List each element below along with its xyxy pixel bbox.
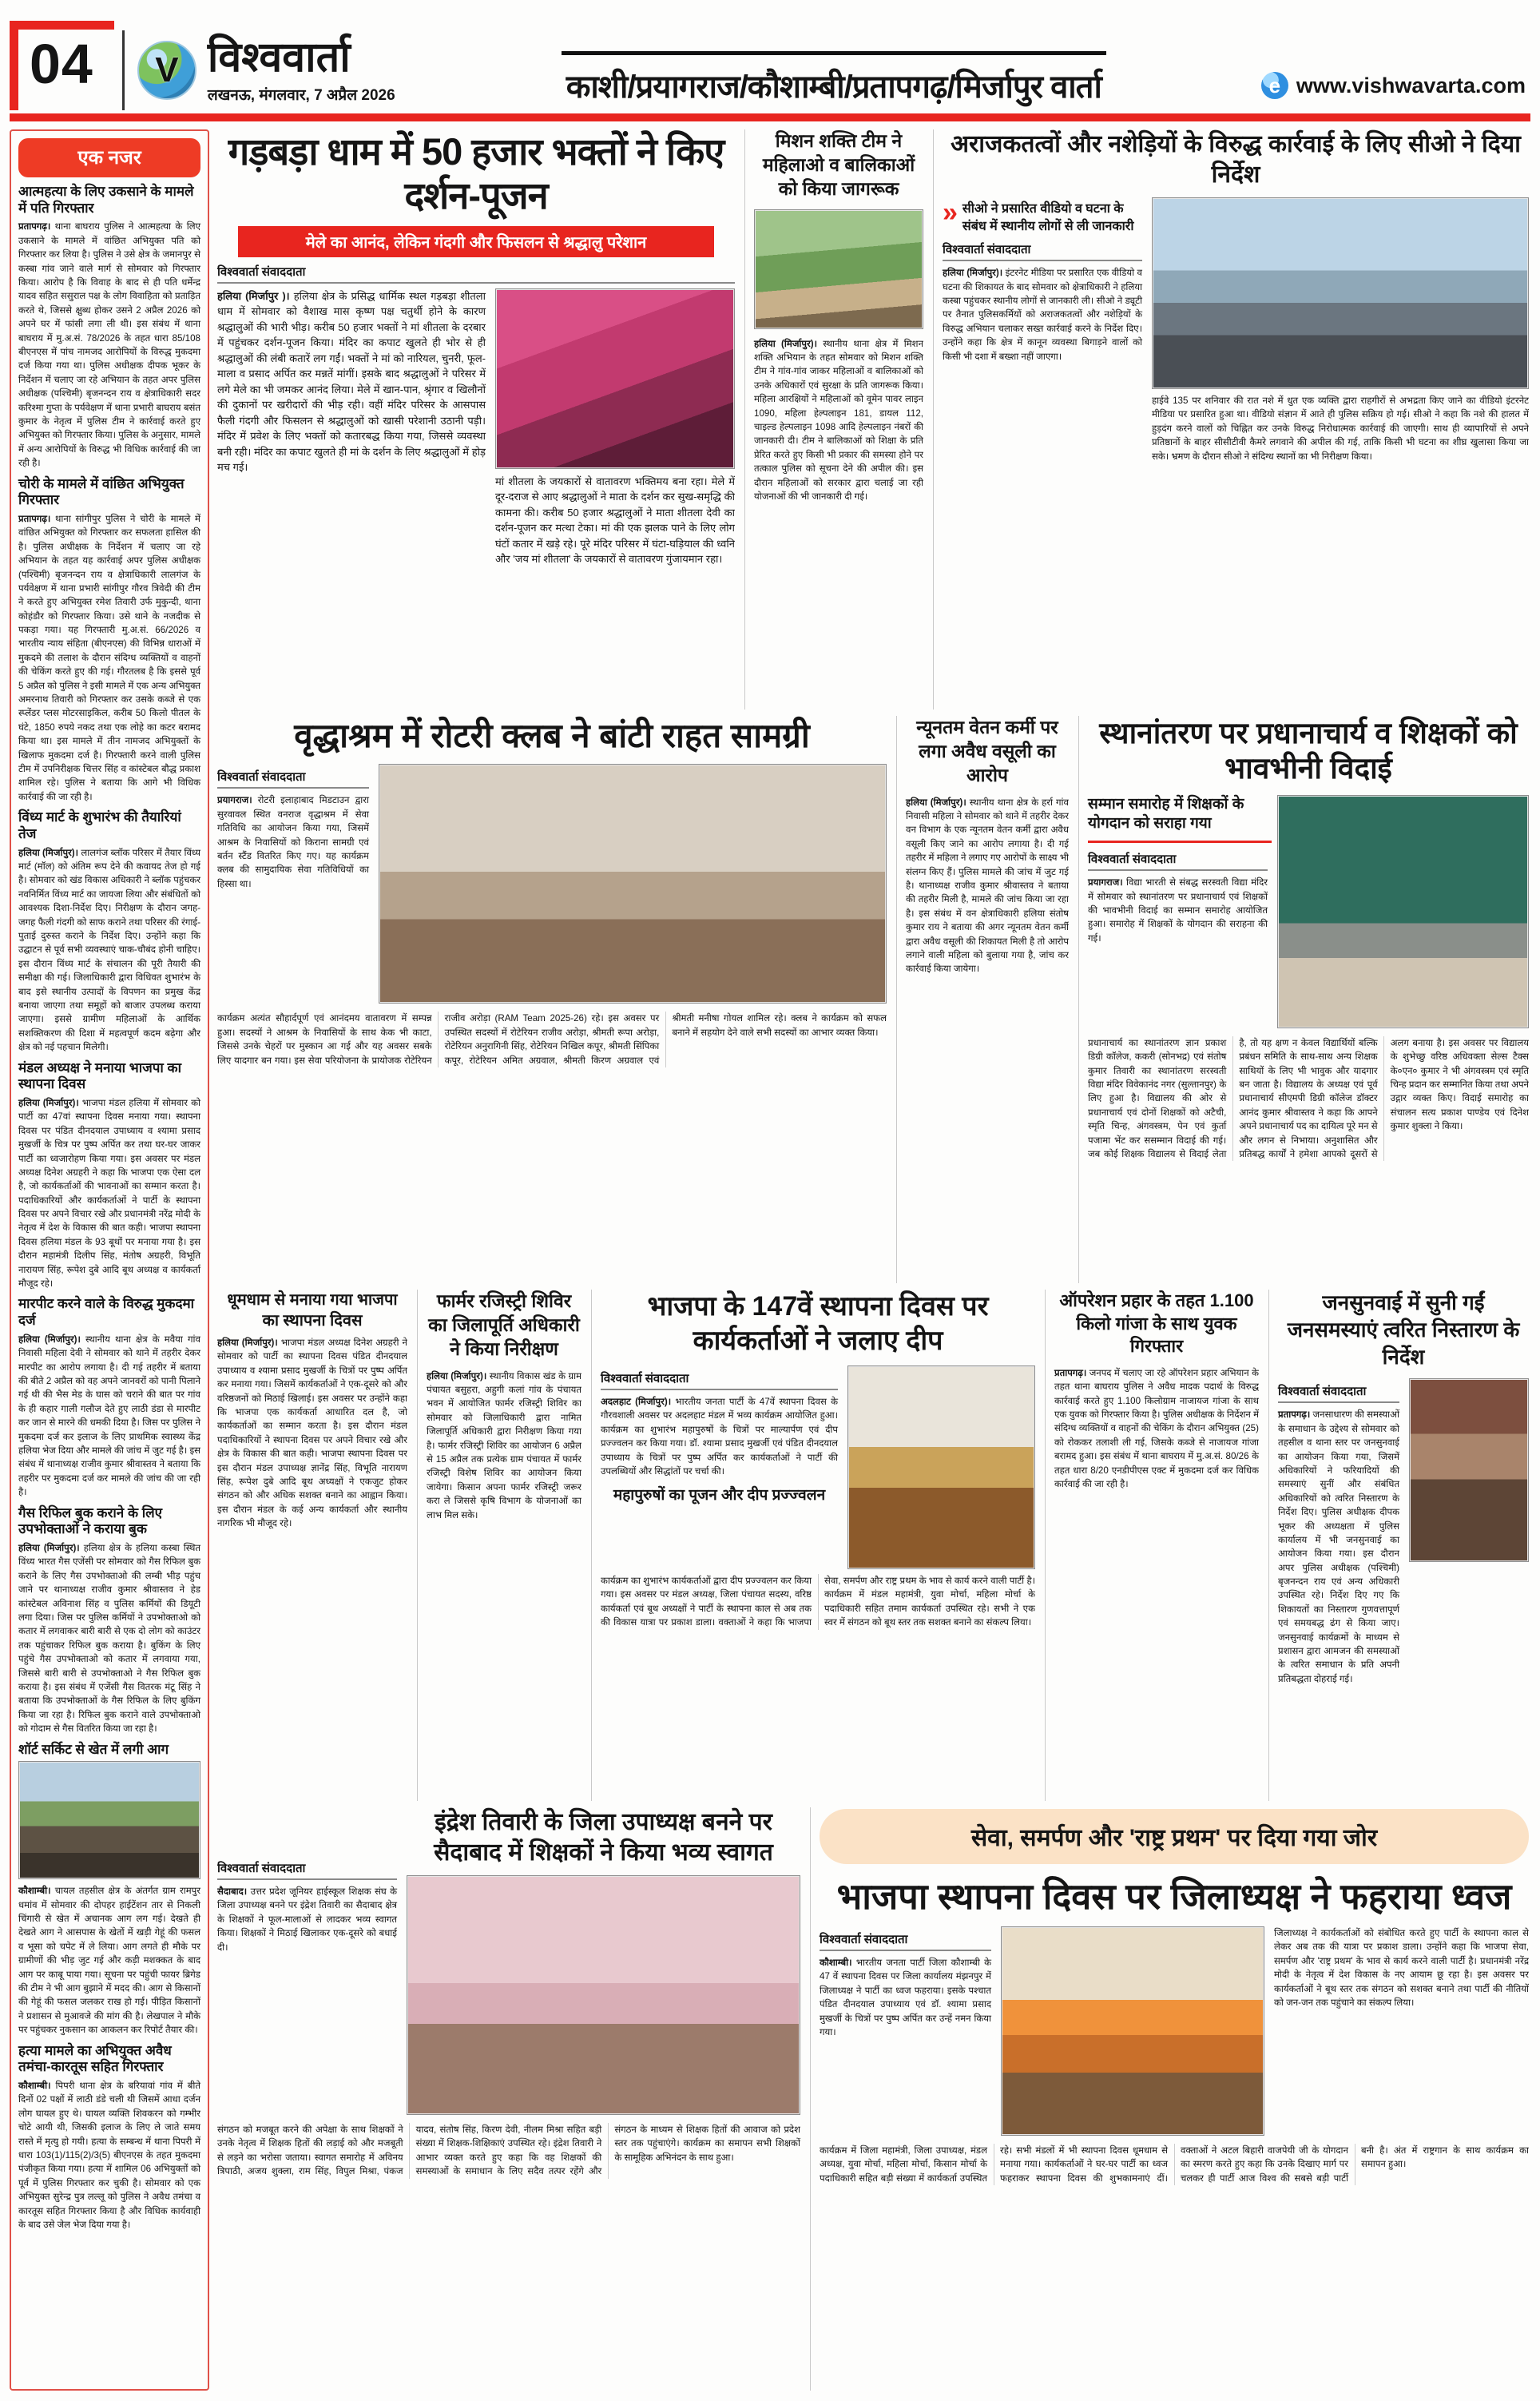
masthead-bar [0, 0, 1540, 110]
story-body: जनपद में चलाए जा रहे ऑपरेशन प्रहार अभियान के तहत थाना बाघराय पुलिस ने अवैध मादक पदार्थ के विरुद्ध कार्रवाई करते हुए 1.100 किलोग्राम नाजायज गांजा के साथ एक युवक को गिरफ्तार किया है। पुलिस अधीक्षक के निर्देशन में संदिग्ध व्यक्तियों व वाहनों की चेकिंग के दौरान अभियुक्त (25) को रोककर तलाशी ली गई, जिसके कब्जे से नाजायज गांजा बरामद हुआ। इस संबंध में थाना बाघराय में मु.अ.सं. 80/26 के तहत धारा 8/20 एनडीपीएस एक्ट में मुकदमा दर्ज कर विधिक कार्रवाई की जा रही है। [1054, 1367, 1259, 1489]
dateline: हलिया (मिर्जापुर)। [754, 338, 818, 349]
sidebar-ek-nazar [10, 129, 209, 2391]
byline: विश्ववार्ता संवाददाता [217, 769, 369, 789]
sidebar-title-pill: एक नजर [18, 138, 200, 177]
website-url[interactable]: www.vishwavarta.com [1296, 73, 1526, 97]
photo-old-age-home [379, 764, 887, 1004]
story-body: स्थानीय विकास खंड के ग्राम पंचायत बसुहरा, अहुगी कलां गांव के पंचायत भवन में आयोजित फार्मर रजिस्ट्री शिविर का सोमवार को जिलाधिकारी द्वारा नामित जिलापूर्ति अधिकारी द्वारा निरीक्षण किया गया है। फार्मर रजिस्ट्री शिविर का आयोजन 6 अप्रैल से 15 अप्रैल तक प्रत्येक ग्राम पंचायत में फार्मर रजिस्ट्री विशेष शिविर का आयोजन किया जायेगा। किसान अपना फार्मर रजिस्ट्री जरूर करा ले जिससे कृषि विभाग के योजनाओं का लाभ मिल सके। [427, 1370, 581, 1521]
dateline: हलिया (मिर्जापुर)। [18, 1334, 81, 1345]
dateline: हलिया (मिर्जापुर )। [217, 289, 290, 302]
story-headline: इंद्रेश तिवारी के जिला उपाध्यक्ष बनने पर सैदाबाद में शिक्षकों ने किया भव्य स्वागत [434, 1809, 773, 1866]
dateline: प्रयागराज। [1088, 877, 1123, 888]
byline: विश्ववार्ता संवाददाता [217, 264, 735, 284]
quote-mark-icon: » [943, 197, 958, 228]
story-lead: उत्तर प्रदेश जूनियर हाईस्कूल शिक्षक संघ के जिला उपाध्यक्ष बनने पर इंद्रेश तिवारी का सैदाबाद क्षेत्र के शिक्षकों ने फूल-मालाओं से लादकर भव्य स्वागत किया। शिक्षकों ने मिठाई खिलाकर एक-दूसरे को बधाई दी। [217, 1886, 397, 1953]
newspaper-title: विश्ववार्ता [207, 34, 351, 81]
story-headline: न्यूनतम वेतन कर्मी पर लगा अवैध वसूली का आरोप [916, 717, 1058, 785]
browser-e-icon: e [1261, 72, 1288, 99]
sidebar-article-murder-accused [18, 2043, 200, 2232]
story-body: हलिया क्षेत्र के प्रसिद्ध धार्मिक स्थल गड़बड़ा शीतला धाम में सोमवार को वैशाख मास कृष्ण पक्ष चतुर्थी होने के कारण श्रद्धालुओं की भारी भीड़। करीब 50 हजार भक्तों ने मां शीतला के दरबार में पहुंचकर दर्शन-पूजन किया। मंदिर का कपाट खुलते ही भोर से ही श्रद्धालुओं की लंबी कतारें लग गईं। भक्तों ने मां को नारियल, चुनरी, फूल-माला व प्रसाद अर्पित कर मन्नतें मांगीं। इसके बाद श्रद्धालुओं ने परिसर में लगे मेले का भी जमकर आनंद लिया। मेले में खान-पान, श्रृंगार व खिलौनों की दुकानों पर खरीदारों की भीड़ रही। वहीं मंदिर परिसर के आसपास फैली गंदगी और फिसलन से श्रद्धालुओं को खासी परेशानी उठानी पड़ी। मंदिर में प्रवेश के लिए भक्तों को कतारबद्ध किया गया, जिससे व्यवस्था बनी रही। मंदिर का कपाट खुलते ही मां के दर्शन के लिए श्रद्धालुओं में होड़ मच गई। [217, 289, 486, 474]
story-lead: भारतीय जनता पार्टी जिला कौशाम्बी के 47 वें स्थापना दिवस पर जिला कार्यालय मंझनपुर में जिलाध्यक्ष ने पार्टी का ध्वज फहराया। इसके पश्चात पंडित दीनदयाल उपाध्याय एवं डॉ. श्यामा प्रसाद मुखर्जी के चित्रों पर पुष्प अर्पित कर उन्हें नमन किया गया। [820, 1958, 991, 2037]
story-subhead: सम्मान समारोह में शिक्षकों के योगदान को सराहा गया [1088, 795, 1244, 833]
story-headline: धूमधाम से मनाया गया भाजपा का स्थापना दिवस [227, 1291, 398, 1330]
story-flag-hoisting [810, 1807, 1529, 2391]
dateline: हलिया (मिर्जापुर)। [18, 847, 79, 858]
byline: विश्ववार्ता संवाददाता [943, 241, 1142, 261]
kicker-bar: मेले का आनंद, लेकिन गंदगी और फिसलन से श्रद्धालु परेशान [238, 226, 714, 257]
story-body: भाजपा मंडल अध्यक्ष दिनेश अग्रहरी ने सोमवार को पार्टी का स्थापना दिवस पंडित दीनदयाल उपाध्याय व श्यामा प्रसाद मुखर्जी के चित्रों पर पुष्प अर्पित कर मनाया गया। जिसमें कार्यकर्ताओं ने एक-दूसरे को और वरिष्ठजनों को मिठाई खिलाई। इस अवसर पर उन्होंने कहा कि भाजपा एक कार्यकर्ता आधारित दल है, जो कार्यकर्ताओं का सम्मान करता है। इस दौरान मंडल पदाधिकारियों ने स्थापना दिवस पर अपने विचार रखे और क्षेत्र के विकास की बात कही। भाजपा स्थापना दिवस पर इस दौरान मंडल उपाध्यक्ष ज्ञानेंद्र सिंह, विभूति नारायण सिंह, रूपेश दुबे आदि बूथ अध्यक्षों ने एकजुट होकर संगठन को और अधिक सशक्त बनाने का आह्वान किया। इस दौरान मंडल के कई अन्य कार्यकर्ता और स्थानीय नागरिक भी मौजूद रहे। [217, 1338, 407, 1529]
story-lead: विद्या भारती से संबद्ध सरस्वती विद्या मंदिर में सोमवार को स्थानांतरण पर प्रधानाचार्य एवं शिक्षकों की भावभीनी विदाई का सम्मान समारोह आयोजित हुआ। समारोह में शिक्षकों के योगदान की सराहना की गई। [1088, 877, 1268, 944]
story-mandal-foundation-day [217, 1290, 407, 1801]
sidebar-article-assault [18, 1296, 200, 1499]
story-headline: मिशन शक्ति टीम ने महिलाओ व बालिकाओं को किया जागरूक [762, 130, 915, 199]
byline: विश्ववार्ता संवाददाता [601, 1370, 838, 1390]
dateline: कौशाम्बी। [820, 1958, 852, 1968]
photo-lamp-lighting [847, 1365, 1035, 1569]
story-headline: स्थानांतरण पर प्रधानाचार्य व शिक्षकों को भावभीनी विदाई [1099, 717, 1518, 785]
edition-dateline: लखनऊ, मंगलवार, 7 अप्रैल 2026 [207, 87, 395, 105]
dateline: प्रतापगढ़। [1054, 1367, 1087, 1378]
sidebar-body: थाना सांगीपुर पुलिस ने चोरी के मामले में वांछित अभियुक्त को गिरफ्तार कर सफलता हासिल की है। पुलिस अधीक्षक के निर्देशन में चलाए जा रहे अभियान के तहत यह कार्रवाई अपर पुलिस अधीक्षक (पश्चिमी) बृजनन्दन राय व क्षेत्राधिकारी लालगंज के पर्यवेक्षण में थाना प्रभारी सांगीपुर गौरव त्रिवेदी की टीम ने करते हुए अभियुक्त रमेश तिवारी उर्फ मुकुन्दी, थाना कोहंडौर को गिरफ्तार किया। उसे थाने के नजदीक से पकड़ा गया। यह गिरफ्तारी मु.अ.सं. 66/2026 व भारतीय न्याय संहिता (बीएनएस) की विभिन्न धाराओं में मुकदमे की तलाश के दौरान संदिग्ध व्यक्तियों व वाहनों की चेकिंग करते हुए की गई। गौरतलब है कि इससे पूर्व 5 अप्रैल को पुलिस ने इसी मामले में एक अन्य अभियुक्त अमरनाथ तिवारी को गिरफ्तार कर उसके कब्जे से एक स्प्लेंडर प्लस मोटरसाइकिल, करीब 50 किलो पीतल के घंटे, 1850 रुपये नकद तथा एक लोहे का कटर बरामद किया था। इस मामले में तीन नामजद अभियुक्तों के खिलाफ मुकदमा दर्ज है। गिरफ्तारी करने वाली पुलिस टीम में उपनिरीक्षक चित्तर सिंह व कांस्टेबल बौद्ध प्रकाश शामिल रहे। पुलिस ने बताया कि आगे भी विधिक कार्रवाई की जा रही है। [18, 513, 200, 802]
story-operation-prahar [1045, 1290, 1259, 1801]
sidebar-headline: हत्या मामले का अभियुक्त अवैध तमंचा-कारतूस सहित गिरफ्तार [18, 2042, 172, 2075]
story-bjp-147-foundation [591, 1290, 1035, 1801]
dateline: हलिया (मिर्जापुर)। [427, 1370, 487, 1381]
story-headline: अराजकतत्वों और नशेड़ियों के विरुद्ध कार्रवाई के लिए सीओ ने दिया निर्देश [951, 131, 1521, 188]
dateline: अदलहाट (मिर्जापुर)। [601, 1397, 672, 1407]
story-mission-shakti [744, 129, 923, 710]
sidebar-article-mandal-bjp [18, 1060, 200, 1291]
byline: विश्ववार्ता संवाददाता [1088, 851, 1268, 871]
sidebar-body: भाजपा मंडल हलिया में सोमवार को पार्टी का 47वां स्थापना दिवस मनाया गया। स्थापना दिवस पर पंडित दीनदयाल उपाध्याय व श्यामा प्रसाद मुखर्जी के चित्र पर पुष्प अर्पित कर तथा घर-घर जाकर पार्टी का ध्वजारोहण किया गया। इस अवसर पर मंडल अध्यक्ष दिनेश अग्रहरी ने कहा कि भाजपा एक ऐसा दल है, जो कार्यकर्ताओं की भावनाओं का सम्मान करता है। पदाधिकारियों और कार्यकर्ताओं ने पार्टी के स्थापना दिवस पर अपने विचार रखे और प्रधानमंत्री नरेंद्र मोदी के नेतृत्व में देश के विकास की बात कही। भाजपा स्थापना दिवस हलिया मंडल के 93 बूथों पर मनाया गया है। इस दौरान महामंत्री दिलीप सिंह, मंतोष अग्रहरी, विभूति नारायण सिंह, रूपेश दुबे आदि बूथ अध्यक्ष व कार्यकर्ता मौजूद रहे। [18, 1097, 201, 1290]
story-co-directive [933, 129, 1529, 710]
photo-burnt-field [18, 1761, 200, 1879]
story-body: प्रधानाचार्य का स्थानांतरण ज्ञान प्रकाश डिग्री कॉलेज, ककरी (सोनभद्र) एवं संतोष कुमार तिवारी का स्थानांतरण सरस्वती विद्या मंदिर विवेकानंद नगर (सुल्तानपुर) के लिए हुआ है। विद्यालय की ओर से प्रधानाचार्य एवं दोनों शिक्षकों को अटैची, स्मृति चिन्ह, अंगवस्त्रम, पेन एवं कुर्ता पजामा भेंट कर ससम्मान विदाई की गई। जब कोई शिक्षक विद्यालय से विदाई लेता है, तो यह क्षण न केवल विद्यार्थियों बल्कि प्रबंधन समिति के साथ-साथ अन्य शिक्षक साथियों के लिए भी भावुक और यादगार बन जाता है। विद्यालय के अध्यक्ष एवं पूर्व प्रधानाचार्य सीएमपी डिग्री कॉलेज डॉक्टर आनंद कुमार श्रीवास्तव ने कहा कि आपने अपने प्रधानाचार्य पद का दायित्व पूरे मन से और लगन से निभाया। अनुशासित और प्रतिबद्ध कार्यों ने हमेशा आपको दूसरों से अलग बनाया है। इस अवसर पर विद्यालय के शुभेच्छु वरिष्ठ अधिवक्ता सेल्स टैक्स के०एन० कुमार ने भी अंगवस्त्रम एवं स्मृति चिन्ह प्रदान कर सम्मानित किया तथा अपने उद्गार व्यक्त किए। विदाई समारोह का संचालन सत्य प्रकाश पाण्डेय एवं दिनेश कुमार शुक्ला ने किया। [1088, 1037, 1529, 1159]
story-headline: भाजपा स्थापना दिवस पर जिलाध्यक्ष ने फहराया ध्वज [836, 1876, 1512, 1917]
sidebar-body: चायल तहसील क्षेत्र के अंतर्गत ग्राम रामपुर धमांव में सोमवार की दोपहर हाईटेंशन तार से निकली चिंगारी से खेत में अचानक आग लग गई। देखते ही देखते आग ने आसपास के खेतों में खड़ी गेहूं की फसल व भूसा को चपेट में ले लिया। आग लगते ही मौके पर ग्रामीणों की भीड़ जुट गई और कड़ी मशक्कत के बाद आग पर काबू पाया गया। सूचना पर पहुंची फायर ब्रिगेड की टीम ने भी आग बुझाने में मदद की। आग से किसानों की गेहूं की फसल जलकर राख हो गई। पीड़ित किसानों ने प्रशासन से मुआवजे की मांग की है। लेखपाल ने मौके पर पहुंचकर नुकसान का आकलन कर रिपोर्ट तैयार की। [18, 1886, 200, 2036]
sidebar-headline: मारपीट करने वाले के विरुद्ध मुकदमा दर्ज [18, 1296, 195, 1329]
main-headline: गड़बड़ा धाम में 50 हजार भक्तों ने किए दर्शन-पूजन [228, 130, 724, 217]
main-area [217, 129, 1529, 2391]
story-jansunwai [1268, 1290, 1529, 1801]
photo-awareness-event [754, 209, 923, 329]
sidebar-article-field-fire [18, 1742, 200, 2037]
story-lead: भारतीय जनता पार्टी के 47वें स्थापना दिवस के गौरवशाली अवसर पर अदलहाट मंडल में भव्य कार्यक्रम आयोजित हुआ। कार्यक्रम का शुभारंभ महापुरुषों के चित्रों पर माल्यार्पण एवं दीप प्रज्ज्वलन कर किया गया। डॉ. श्यामा प्रसाद मुखर्जी एवं पंडित दीनदयाल उपाध्याय के चित्रों पर पुष्प अर्पित कर कार्यकर्ताओं ने पार्टी की उपलब्धियों और सिद्धांतों पर चर्चा की। [601, 1397, 838, 1477]
sidebar-headline: चोरी के मामले में वांछित अभियुक्त गिरफ्तार [18, 475, 185, 508]
sidebar-article-theft [18, 476, 200, 805]
dateline: हलिया (मिर्जापुर)। [18, 1543, 80, 1554]
sidebar-body: हलिया क्षेत्र के हलिया कस्बा स्थित विंध्य भारत गैस एजेंसी पर सोमवार को गैस रिफिल बुक कराने के लिए गैस उपभोक्ताओ की लम्बी भीड़ पहुंच जाने पर थानाध्यक्ष राजीव कुमार श्रीवास्तव ने हेड कांस्टेबल अविनाश सिंह व पुलिस कर्मियों की डियूटी लगा दिया। जिस पर पुलिस कर्मियों ने उपभोक्ताओ को कतार में लगवाकर बारी बारी से एक दो लोग को काउंटर तक पहुंचाकर रिफिल बुक कराया है। बुकिंग के लिए पहुंचे गैस उपभोक्ताओ को कतार में लगवाया गया, जिससे बारी बारी से उपभोक्ताओ ने गैस रिफिल बुक कराया है। इस संबंध में एजेंसी गैस वितरक मंटू सिंह ने बताया कि उपभोक्ताओं के गैस रिफिल के लिए बुकिंग किया जा रहा है। रिफिल बुक कराने वाले उपभोक्ताओ को गोदाम से गैस वितरित किया जा रहा है। [18, 1543, 200, 1735]
page-number: 04 [30, 33, 93, 95]
story-lead: रोटरी इलाहाबाद मिडटाउन द्वारा सुरवावल स्थित वनराज वृद्धाश्रम में सेवा गतिविधि का आयोजन किया गया, जिसमें आश्रम के निवासियों को किराना सामग्री एवं बर्तन स्टैंड वितरित किए गए। यह कार्यक्रम क्लब की सामुदायिक सेवा गतिविधियों का हिस्सा था। [217, 795, 369, 889]
story-teacher-farewell [1078, 716, 1529, 1283]
dateline: प्रतापगढ़। [1278, 1409, 1311, 1421]
story-body: जिलाध्यक्ष ने कार्यकर्ताओं को संबोधित करते हुए पार्टी के स्थापना काल से लेकर अब तक की यात्रा पर प्रकाश डाला। उन्होंने कहा कि भाजपा सेवा, समर्पण और 'राष्ट्र प्रथम' के भाव से कार्य करने वाली पार्टी है। प्रधानमंत्री नरेंद्र मोदी के नेतृत्व में देश विकास के नए आयाम छू रहा है। इस अवसर पर कार्यकर्ताओं ने बूथ स्तर तक संगठन को सशक्त बनाने तथा पार्टी की नीतियों को जन-जन तक पहुंचाने का संकल्प लिया। [1274, 1928, 1529, 2008]
pull-quote [943, 197, 1142, 235]
story-headline: ऑपरेशन प्रहार के तहत 1.100 किलो गांजा के साथ युवक गिरफ्तार [1059, 1290, 1254, 1357]
sidebar-article-gas-refill [18, 1505, 200, 1736]
photo-highway-police [1152, 197, 1529, 389]
photo-farewell-ceremony [1277, 795, 1529, 1028]
dateline: हलिया (मिर्जापुर)। [217, 1338, 278, 1348]
story-body-2: हाईवे 135 पर शनिवार की रात नशे में धुत एक व्यक्ति द्वारा राहगीरों से अभद्रता किए जाने का वीडियो इंटरनेट मीडिया पर प्रसारित हुआ था। वीडियो संज्ञान में आते ही पुलिस सक्रिय हो गई। सीओ ने कहा कि नशे की हालत में हुड़दंग करने वालों को चिह्नित कर उनके विरुद्ध निरोधात्मक कार्रवाई की जाएगी। साथ ही व्यापारियों से अपने प्रतिष्ठानों के बाहर सीसीटीवी कैमरे लगवाने की अपील की गई, ताकि किसी भी घटना का शीघ्र खुलासा किया जा सके। भ्रमण के दौरान सीओ ने संदिग्ध स्थानों का भी निरीक्षण किया। [1152, 396, 1529, 462]
sidebar-body: स्थानीय थाना क्षेत्र के मवैया गांव निवासी महिला देवी ने सोमवार को थाने में तहरीर देकर मारपीट का आरोप लगाया है। दी गई तहरीर में बताया की बीते 2 अप्रैल को वह अपने जानवरों को पानी पिलाने गई थी की भैस मेड के घास को चराने की बात पर गांव के ही कहार गाली गलौज देते हुए लाठी डंडा से मारपीट कर जान से मारने की धमकी दिया है। जिस पर पुलिस ने मुकदमा दर्ज कर इलाज के लिए प्राथमिक स्वास्थ्य केंद्र हलिया भेज दिया और मामले की जांच में जुट गई है। इस संबंध में थानाध्यक्ष राजीव कुमार श्रीवास्तव ने बताया कि तहरीर पर मुकदमा दर्ज कर मामले की जांच की जा रही है। [18, 1334, 200, 1498]
page-number-box [10, 21, 114, 110]
byline: विश्ववार्ता संवाददाता [217, 1860, 397, 1880]
dateline: प्रतापगढ़। [18, 513, 51, 524]
story-body: इंटरनेट मीडिया पर प्रसारित एक वीडियो व घटना की शिकायत के बाद सोमवार को क्षेत्राधिकारी ने हलिया कस्बा पहुंचकर स्थानीय लोगों से जानकारी ली। सीओ ने ड्यूटी पर तैनात पुलिसकर्मियों को अराजकतत्वों और नशेड़ियों के विरुद्ध अभियान चलाकर सख्त कार्रवाई करने के निर्देश दिए। उन्होंने कहा कि क्षेत्र में कानून व्यवस्था बिगाड़ने वालों को किसी भी दशा में बख्शा नहीं जाएगा। [943, 268, 1142, 362]
story-subhead: महापुरुषों का पूजन और दीप प्रज्ज्वलन [613, 1487, 826, 1505]
photo-hearing-officials [1409, 1378, 1529, 1562]
story-wage-complaint [896, 716, 1069, 1283]
story-gadbada-dham [217, 129, 735, 710]
story-headline: भाजपा के 147वें स्थापना दिवस पर कार्यकर्ताओं ने जलाए दीप [647, 1291, 989, 1356]
dateline: कौशाम्बी। [18, 1886, 51, 1897]
masthead [122, 30, 395, 110]
header-divider [10, 113, 1530, 121]
dateline: प्रतापगढ़। [18, 221, 51, 233]
story-rotary-relief [217, 716, 887, 1283]
pull-quote-text: सीओ ने प्रसारित वीडियो व घटना के संबंध में स्थानीय लोगों से ली जानकारी [962, 202, 1134, 233]
story-headline: वृद्धाश्रम में रोटरी क्लब ने बांटी राहत सामग्री [294, 717, 810, 754]
byline: विश्ववार्ता संवाददाता [820, 1931, 991, 1951]
photo-temple-crowd [495, 288, 735, 469]
story-farmer-registry [417, 1290, 581, 1801]
sidebar-headline: शॉर्ट सर्किट से खेत में लगी आग [18, 1741, 169, 1757]
sidebar-body: पिपरी थाना क्षेत्र के बरियावां गांव में बीते दिनों 02 पक्षों में लाठी डंडे चली थी जिसमें आधा दर्जन लोग घायल हुए थे। घायल व्यक्ति शिवकरन को गम्भीर चोटे आयी थी, जिसकी इलाज के लिए ले जाते समय रास्ते में मृत्यु हो गयी। हत्या के सम्बन्ध में थाना पिपरी में धारा 103(1)/115(2)/3(5) बीएनएस के तहत मुकदमा पंजीकृत किया गया। हत्या में शामिल 06 अभियुक्तों को पूर्व में पुलिस गिरफ्तार कर चुकी है। सोमवार को एक अभियुक्त सुरेन्द्र पुत्र लल्लू को पुलिस ने अवैध तमंचा व कारतूस सहित गिरफ्तार किया है और विधिक कार्यवाही के बाद उसे जेल भेज दिया गया है। [18, 2081, 200, 2230]
story-body: संगठन को मजबूत करने की अपेक्षा के साथ शिक्षकों ने उनके नेतृत्व में शिक्षक हितों की लड़ाई को और मजबूती से लड़ने का भरोसा जताया। स्वागत समारोह में अविनय त्रिपाठी, अजय शुक्ला, राम सिंह, विपुल मिश्रा, पंकज यादव, संतोष सिंह, किरण देवी, नीलम मिश्रा सहित बड़ी संख्या में शिक्षक-शिक्षिकाएं उपस्थित रहे। इंद्रेश तिवारी ने आभार व्यक्त करते हुए कहा कि वह शिक्षकों की समस्याओं के समाधान के लिए सदैव तत्पर रहेंगे और संगठन के माध्यम से शिक्षक हितों की आवाज को प्रदेश स्तर तक पहुंचाएंगे। कार्यक्रम का समापन सभी शिक्षकों के सामूहिक अभिनंदन के साथ हुआ। [217, 2125, 800, 2177]
sidebar-headline: गैस रिफिल बुक कराने के लिए उपभोक्ताओं ने कराया बुक [18, 1505, 163, 1537]
story-body: कार्यक्रम अत्यंत सौहार्दपूर्ण एवं आनंदमय वातावरण में सम्पन्न हुआ। सदस्यों ने आश्रम के निवासियों के साथ केक भी काटा, जिससे उनके चेहरों पर मुस्कान आ गई और यह अवसर सबके लिए यादगार बन गया। इस सेवा परियोजना के प्रायोजक रोटेरियन राजीव अरोड़ा (RAM Team 2025-26) रहे। इस अवसर पर उपस्थित सदस्यों में रोटेरियन राजीव अरोड़ा, श्रीमती रूपा अरोड़ा, रोटेरियन अनुरागिनी सिंह, रोटेरियन निखिल कपूर, श्रीमती सिंपिका कपूर, रोटेरियन अमित अग्रवाल, श्रीमती किरण अग्रवाल एवं श्रीमती मनीषा गोयल शामिल रहे। क्लब ने कार्यक्रम को सफल बनाने में सहयोग देने वाले सभी सदस्यों का आभार व्यक्त किया। [217, 1013, 887, 1066]
sidebar-headline: आत्महत्या के लिए उकसाने के मामले में पति गिरफ्तार [18, 184, 194, 216]
subhead-rule [1088, 841, 1272, 843]
story-body: जनसाधारण की समस्याओं के समाधान के उद्देश्य से सोमवार को तहसील व थाना स्तर पर जनसुनवाई का आयोजन किया गया, जिसमें अधिकारियों ने फरियादियों की समस्याएं सुनीं और संबंधित अधिकारियों को त्वरित निस्तारण के निर्देश दिए। पुलिस अधीक्षक दीपक भूकर की अध्यक्षता में पुलिस कार्यालय में भी जनसुनवाई का आयोजन किया गया। इस दौरान अपर पुलिस अधीक्षक (पश्चिमी) बृजनन्दन राय एवं अन्य अधिकारी उपस्थित रहे। निर्देश दिए गए कि शिकायतों का निस्तारण गुणवत्तापूर्ण एवं समयबद्ध ढंग से किया जाए। जनसुनवाई कार्यक्रमों के माध्यम से प्रशासन द्वारा आमजन की समस्याओं के त्वरित समाधान के प्रति अपनी प्रतिबद्धता दोहराई गई। [1278, 1409, 1399, 1684]
story-headline: फार्मर रजिस्ट्री शिविर का जिलापूर्ति अधिकारी ने किया निरीक्षण [428, 1290, 580, 1359]
dateline: प्रयागराज। [217, 795, 252, 806]
story-indresh-welcome [217, 1807, 800, 2391]
sidebar-body: थाना बाघराय पुलिस ने आत्महत्या के लिए उकसाने के मामले में वांछित अभियुक्त पति को गिरफ्तार कर लिया है। पुलिस ने उसे क्षेत्र के जमानपुर से कस्बा गांव जाने वाले मार्ग से सोमवार को गिरफ्तार किया। आरोप है कि विवाह के बाद से ही पति धर्मेन्द्र यादव सहित ससुराल पक्ष के लोग विवाहिता को प्रताड़ित करते थे, जिससे क्षुब्ध होकर उसने 2 अप्रैल 2026 को अपने घर में फांसी लगा ली थी। इस संबंध में थाना बाघराय में मु.अ.सं. 78/2026 के तहत धारा 85/108 बीएनएस में पांच नामजद आरोपियों के विरुद्ध मुकदमा दर्ज किया गया था। पुलिस अधीक्षक दीपक भूकर के निर्देशन में चलाए जा रहे अभियान के तहत अपर पुलिस अधीक्षक (पश्चिमी) बृजनन्दन राय व क्षेत्राधिकारी सदर करिश्मा गुप्ता के पर्यवेक्षण में थाना प्रभारी बाघराय बसंत कुमार के नेतृत्व में पुलिस टीम ने कार्रवाई करते हुए अभियुक्त को गिरफ्तार किया। पुलिस के अनुसार, मामले में अन्य आरोपियों के विरुद्ध भी विधिक कार्रवाई की जा रही है। [18, 221, 200, 469]
sidebar-article-suicide [18, 184, 200, 471]
photo-bjp-flag-group [1001, 1926, 1264, 2136]
dateline: कौशाम्बी। [18, 2081, 51, 2092]
dateline: हलिया (मिर्जापुर)। [906, 797, 966, 808]
dateline: हलिया (मिर्जापुर)। [943, 268, 1003, 279]
story-body-2: कार्यक्रम में जिला महामंत्री, जिला उपाध्यक्ष, मंडल अध्यक्ष, युवा मोर्चा, महिला मोर्चा, किसान मोर्चा के पदाधिकारी सहित बड़ी संख्या में कार्यकर्ता उपस्थित रहे। सभी मंडलों में भी स्थापना दिवस धूमधाम से मनाया गया। कार्यकर्ताओं ने घर-घर पार्टी का ध्वज फहराकर स्थापना दिवस की शुभकामनाएं दीं। वक्ताओं ने अटल बिहारी वाजपेयी जी के योगदान का स्मरण करते हुए कहा कि उनके दिखाए मार्ग पर चलकर ही पार्टी आज विश्व की सबसे बड़ी पार्टी बनी है। अंत में राष्ट्रगान के साथ कार्यक्रम का समापन हुआ। [820, 2145, 1529, 2184]
sidebar-body: लालगंज ब्लॉक परिसर में तैयार विंध्य मार्ट (मॉल) को अंतिम रूप देने की कवायद तेज हो गई है। सोमवार को खंड विकास अधिकारी ने ब्लॉक पहुंचकर नवनिर्मित विंध्य मार्ट का जायजा लिया और संबंधितों को आवश्यक दिशा-निर्देश दिए। निरीक्षण के दौरान जगह-जगह फैली गंदगी को साफ कराने तथा परिसर की रंगाई-पुताई दुरुस्त कराने के निर्देश दिए। उन्होंने कहा कि उद्घाटन से पूर्व सभी व्यवस्थाएं चाक-चौबंद होनी चाहिए। इस दौरान विंध्य मार्ट के संचालन की पूरी तैयारी की समीक्षा की गई। जिलाधिकारी द्वारा विधिवत शुभारंभ के बाद इसे स्थानीय उत्पादों के विपणन का प्रमुख केंद्र बनाया जाएगा तथा समूहों को बाजार उपलब्ध कराया जाएगा। इससे ग्रामीण महिलाओं के आर्थिक सशक्तिकरण की दिशा में महत्वपूर्ण कदम बढ़ेगा और क्षेत्र को नई पहचान मिलेगी। [18, 847, 200, 1053]
dateline: सैदाबाद। [217, 1886, 248, 1897]
sidebar-article-vindhya-mart [18, 809, 200, 1054]
region-banner-text: काशी/प्रयागराज/कौशाम्बी/प्रतापगढ़/मिर्जापुर वार्ता [566, 70, 1101, 105]
globe-logo-icon: V [137, 41, 196, 100]
story-body-2: मां शीतला के जयकारों से वातावरण भक्तिमय बना रहा। मेले में दूर-दराज से आए श्रद्धालुओं ने माता के दर्शन कर सुख-समृद्धि की कामना की। करीब 50 हजार श्रद्धालुओं ने माता शीतला देवी का दर्शन-पूजन कर मत्था टेका। मां की एक झलक पाने के लिए लोग घंटों कतार में खड़े रहे। पूरे मंदिर परिसर में घंटा-घड़ियाल की ध्वनि और 'जय मां शीतला' के जयकारों से वातावरण गुंजायमान रहा। [495, 475, 735, 566]
story-body: कार्यक्रम का शुभारंभ कार्यकर्ताओं द्वारा दीप प्रज्ज्वलन कर किया गया। इस अवसर पर मंडल अध्यक्ष, जिला पंचायत सदस्य, वरिष्ठ कार्यकर्ता एवं बूथ अध्यक्षों ने पार्टी के स्थापना काल से अब तक की विकास यात्रा पर प्रकाश डाला। वक्ताओं ने कहा कि भाजपा सेवा, समर्पण और राष्ट्र प्रथम के भाव से कार्य करने वाली पार्टी है। कार्यक्रम में मंडल महामंत्री, युवा मोर्चा, महिला मोर्चा के पदाधिकारी सहित तमाम कार्यकर्ता उपस्थित रहे। सभी ने एक स्वर में संगठन को बूथ स्तर तक सशक्त बनाने का संकल्प लिया। [601, 1576, 1035, 1628]
dateline: हलिया (मिर्जापुर)। [18, 1097, 79, 1108]
sidebar-headline: मंडल अध्यक्ष ने मनाया भाजपा का स्थापना दिवस [18, 1059, 182, 1092]
sidebar-headline: विंध्य मार्ट के शुभारंभ की तैयारियां तेज [18, 809, 181, 841]
story-body: स्थानीय थाना क्षेत्र में मिशन शक्ति अभियान के तहत सोमवार को मिशन शक्ति टीम ने गांव-गांव जाकर महिलाओं व बालिकाओं को उनके अधिकारों एवं सुरक्षा के प्रति जागरूक किया। महिला आरक्षियों ने महिलाओं को वूमेन पावर लाइन 1090, महिला हेल्पलाइन 181, डायल 112, चाइल्ड हेल्पलाइन 1098 आदि हेल्पलाइन नंबरों की जानकारी दी। टीम ने बालिकाओं को शिक्षा के प्रति प्रेरित करते हुए किसी भी प्रकार की समस्या होने पर तत्काल पुलिस को सूचना देने की अपील की। इस दौरान महिलाओं को सरकार द्वारा चलाई जा रही योजनाओं की भी जानकारी दी गई। [754, 338, 923, 502]
photo-classroom-welcome [407, 1875, 800, 2115]
story-headline: जनसुनवाई में सुनी गईं जनसमस्याएं त्वरित निस्तारण के निर्देश [1287, 1290, 1520, 1369]
byline: विश्ववार्ता संवाददाता [1278, 1383, 1399, 1403]
highlight-banner: सेवा, समर्पण और 'राष्ट्र प्रथम' पर दिया गया जोर [820, 1809, 1529, 1864]
website-block[interactable] [1261, 72, 1526, 110]
story-body: स्थानीय थाना क्षेत्र के हर्रा गांव निवासी महिला ने सोमवार को थाने में तहरीर देकर वन विभाग के एक न्यूनतम वेतन कर्मी द्वारा अवैध वसूली किए जाने का आरोप लगाया है। दी गई तहरीर में महिला ने लगाए गए आरोपों के साक्ष्य भी संलग्न किए हैं। पुलिस मामले की जांच में जुट गई है। थानाध्यक्ष राजीव कुमार श्रीवास्तव ने बताया की तहरीर मिली है, मामले की जांच किया जा रहा है। इस संबंध में वन क्षेत्राधिकारी हलिया संतोष कुमार राय ने बताया की अगर न्यूनतम वेतन कर्मी द्वारा अवैध वसूली की शिकायत मिली है तो आरोप लगाने वाली महिला को बुलाया गया है, जांच कर कार्रवाई किया जायेगा। [906, 797, 1069, 975]
region-banner [395, 51, 1261, 110]
